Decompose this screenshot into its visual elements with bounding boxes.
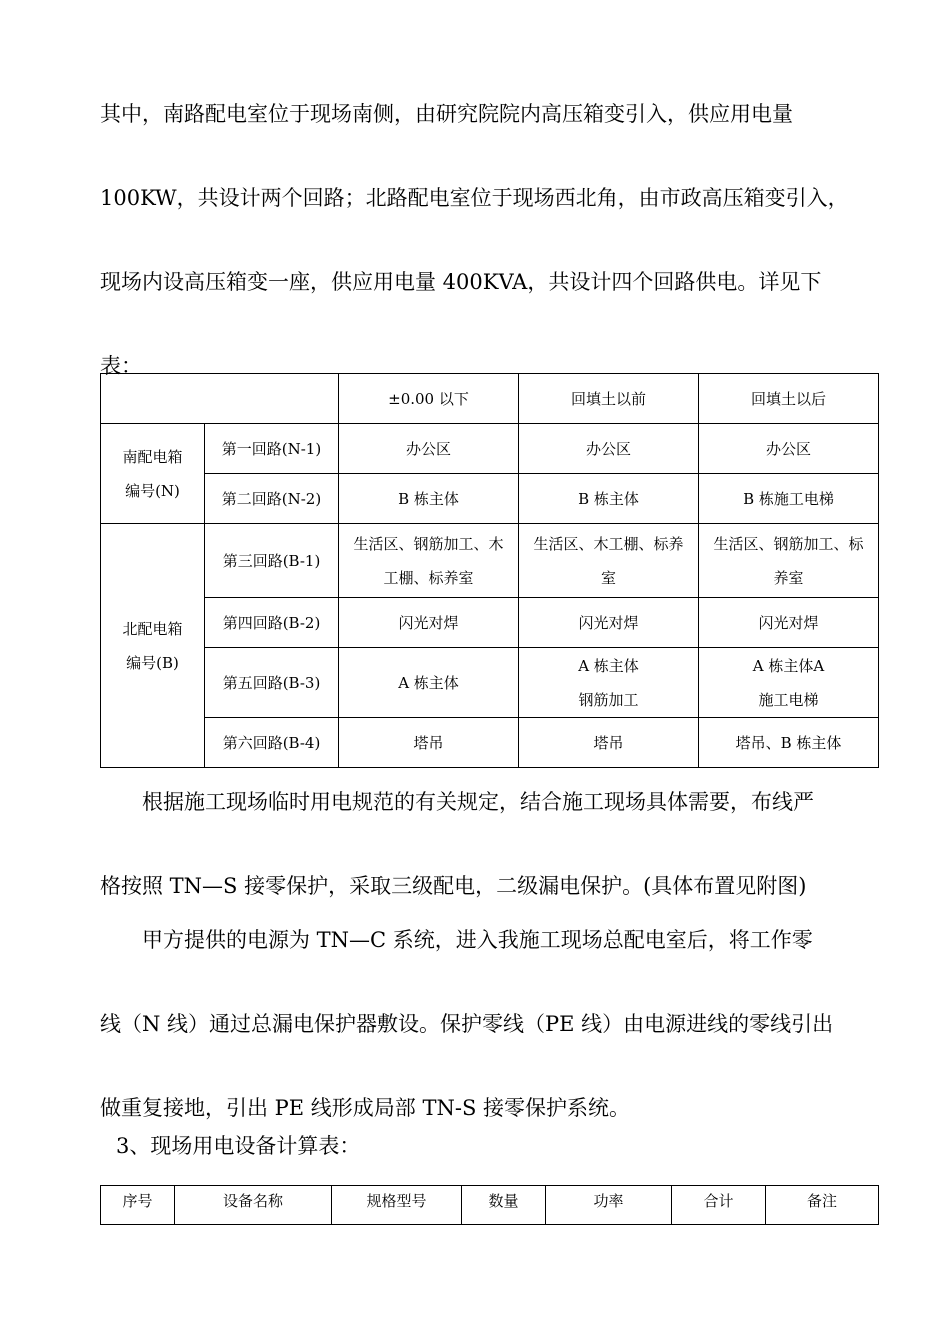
column-header: 功率 xyxy=(546,1186,672,1225)
table-cell: 塔吊、B 栋主体 xyxy=(699,718,879,768)
column-header: 数量 xyxy=(462,1186,546,1225)
table-cell: A 栋主体A 施工电梯 xyxy=(699,648,879,718)
column-header: 设备名称 xyxy=(175,1186,332,1225)
column-header: ±0.00 以下 xyxy=(339,374,519,424)
table-cell: B 栋主体 xyxy=(519,474,699,524)
power-source-line: 甲方提供的电源为 TN—C 系统，进入我施工现场总配电室后，将工作零 xyxy=(142,928,813,952)
table-row xyxy=(101,648,879,718)
power-source-paragraph xyxy=(100,898,880,1150)
table-row xyxy=(101,598,879,648)
intro-line: 其中，南路配电室位于现场南侧，由研究院院内高压箱变引入，供应用电量 xyxy=(100,102,793,126)
column-header: 回填土以前 xyxy=(519,374,699,424)
table-cell: 生活区、钢筋加工、标养室 xyxy=(699,524,879,598)
circuit-cell: 第二回路(N-2) xyxy=(205,474,339,524)
table-cell: 生活区、钢筋加工、木工棚、标养室 xyxy=(339,524,519,598)
circuit-cell: 第五回路(B-3) xyxy=(205,648,339,718)
column-header: 规格型号 xyxy=(332,1186,462,1225)
table-cell: A 栋主体钢筋加工 xyxy=(519,648,699,718)
table-cell: B 栋主体 xyxy=(339,474,519,524)
circuit-cell: 第一回路(N-1) xyxy=(205,424,339,474)
table-cell: 塔吊 xyxy=(339,718,519,768)
intro-line: 现场内设高压箱变一座，供应用电量 400KVA，共设计四个回路供电。详见下 xyxy=(100,270,822,294)
table-row xyxy=(101,424,879,474)
power-source-line: 线（N 线）通过总漏电保护器敷设。保护零线（PE 线）由电源进线的零线引出 xyxy=(100,1012,834,1036)
table-row xyxy=(101,474,879,524)
table-corner-cell xyxy=(101,374,339,424)
north-group-cell: 北配电箱编号(B) xyxy=(101,524,205,768)
intro-line: 表： xyxy=(100,354,142,378)
table-cell: 办公区 xyxy=(519,424,699,474)
table-cell: 塔吊 xyxy=(519,718,699,768)
wiring-line: 格按照 TN—S 接零保护，采取三级配电，二级漏电保护。(具体布置见附图) xyxy=(100,874,807,898)
table-row xyxy=(101,524,879,598)
column-header: 回填土以后 xyxy=(699,374,879,424)
table-cell: 闪光对焊 xyxy=(339,598,519,648)
table-cell: B 栋施工电梯 xyxy=(699,474,879,524)
wiring-line: 根据施工现场临时用电规范的有关规定，结合施工现场具体需要，布线严 xyxy=(142,790,814,814)
table-cell: 闪光对焊 xyxy=(699,598,879,648)
table-cell: 办公区 xyxy=(699,424,879,474)
intro-line: 100KW，共设计两个回路；北路配电室位于现场西北角，由市政高压箱变引入， xyxy=(100,186,849,210)
column-header: 序号 xyxy=(101,1186,175,1225)
table-header-row xyxy=(101,1186,879,1225)
intro-paragraph xyxy=(100,72,880,408)
circuit-cell: 第六回路(B-4) xyxy=(205,718,339,768)
column-header: 合计 xyxy=(672,1186,766,1225)
table-cell: A 栋主体 xyxy=(339,648,519,718)
table-cell: 办公区 xyxy=(339,424,519,474)
circuit-table xyxy=(100,373,879,768)
table-header-row xyxy=(101,374,879,424)
equipment-table xyxy=(100,1185,879,1225)
south-group-cell: 南配电箱编号(N) xyxy=(101,424,205,524)
column-header: 备注 xyxy=(766,1186,879,1225)
table-cell: 生活区、木工棚、标养室 xyxy=(519,524,699,598)
table-cell: 闪光对焊 xyxy=(519,598,699,648)
circuit-cell: 第三回路(B-1) xyxy=(205,524,339,598)
power-source-line: 做重复接地，引出 PE 线形成局部 TN-S 接零保护系统。 xyxy=(100,1096,631,1120)
section-heading: 3、现场用电设备计算表： xyxy=(116,1134,361,1158)
circuit-cell: 第四回路(B-2) xyxy=(205,598,339,648)
